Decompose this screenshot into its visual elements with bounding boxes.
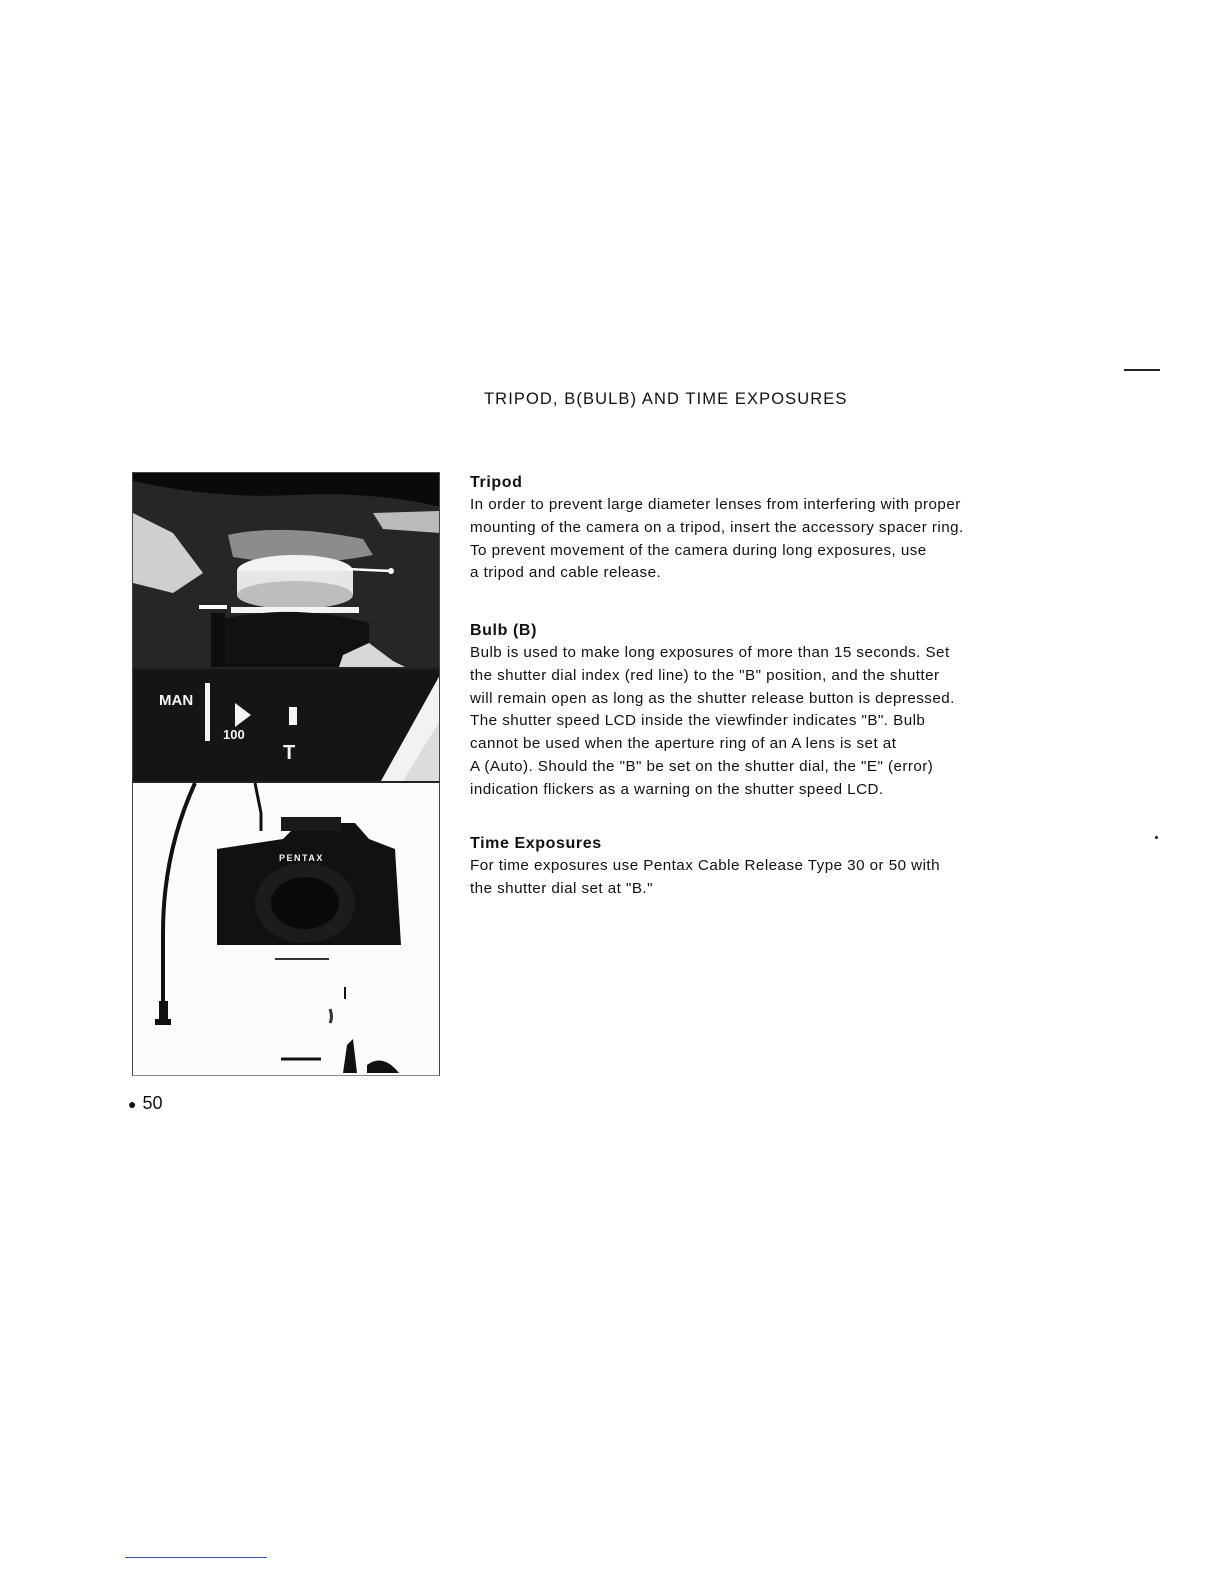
scan-speck — [1155, 836, 1158, 839]
text-line: To prevent movement of the camera during long exposures, use — [470, 541, 927, 559]
section-bulb — [470, 620, 1120, 802]
margin-rule — [1124, 369, 1160, 371]
text-line: The shutter speed LCD inside the viewfinder indicates "B". Bulb — [470, 712, 926, 730]
section-time-exposures — [470, 833, 1120, 901]
text-line: a tripod and cable release. — [470, 564, 662, 582]
heading-tripod: Tripod — [470, 474, 523, 491]
tripod-mount-illustration — [133, 473, 440, 667]
text-line: will remain open as long as the shutter release button is depressed. — [470, 689, 955, 707]
camera-cable-release-illustration — [133, 783, 440, 1075]
text-line: indication flickers as a warning on the shutter speed LCD. — [470, 780, 884, 798]
photo-tripod-mount — [132, 472, 440, 669]
paragraph-time-exposures — [470, 855, 1120, 901]
text-line: A (Auto). Should the "B" be set on the shutter dial, the "E" (error) — [470, 757, 934, 775]
section-tripod — [470, 472, 1120, 585]
page-number-value: 50 — [142, 1093, 163, 1113]
page-title: TRIPOD, B(BULB) AND TIME EXPOSURES — [484, 390, 848, 408]
text-line: cannot be used when the aperture ring of an A lens is set at — [470, 735, 897, 753]
text-line: For time exposures use Pentax Cable Release Type 30 or 50 with — [470, 857, 940, 874]
viewfinder-man-label: MAN — [159, 692, 194, 709]
photo-viewfinder-display — [132, 669, 440, 781]
camera-brand-label: PENTAX — [279, 853, 324, 863]
page-number — [128, 1093, 163, 1114]
viewfinder-iso-label: 100 — [223, 727, 245, 742]
bullet-icon: ● — [128, 1096, 137, 1112]
text-line: mounting of the camera on a tripod, insert the accessory spacer ring. — [470, 518, 964, 536]
paragraph-tripod — [470, 494, 1120, 585]
photo-camera-cable-release — [132, 781, 440, 1076]
heading-bulb: Bulb (B) — [470, 622, 538, 639]
figure-photos — [132, 472, 440, 1076]
viewfinder-lcd-illustration — [133, 669, 440, 781]
text-line: the shutter dial index (red line) to the "B" position, and the shutter — [470, 666, 940, 684]
heading-time-exposures: Time Exposures — [470, 835, 602, 852]
viewfinder-t-label: T — [283, 742, 296, 764]
text-line: the shutter dial set at "B." — [470, 879, 653, 897]
text-line: In order to prevent large diameter lenses from interfering with proper — [470, 496, 961, 513]
paragraph-bulb — [470, 642, 1120, 802]
text-line: Bulb is used to make long exposures of more than 15 seconds. Set — [470, 644, 950, 661]
bottom-rule — [125, 1557, 267, 1558]
